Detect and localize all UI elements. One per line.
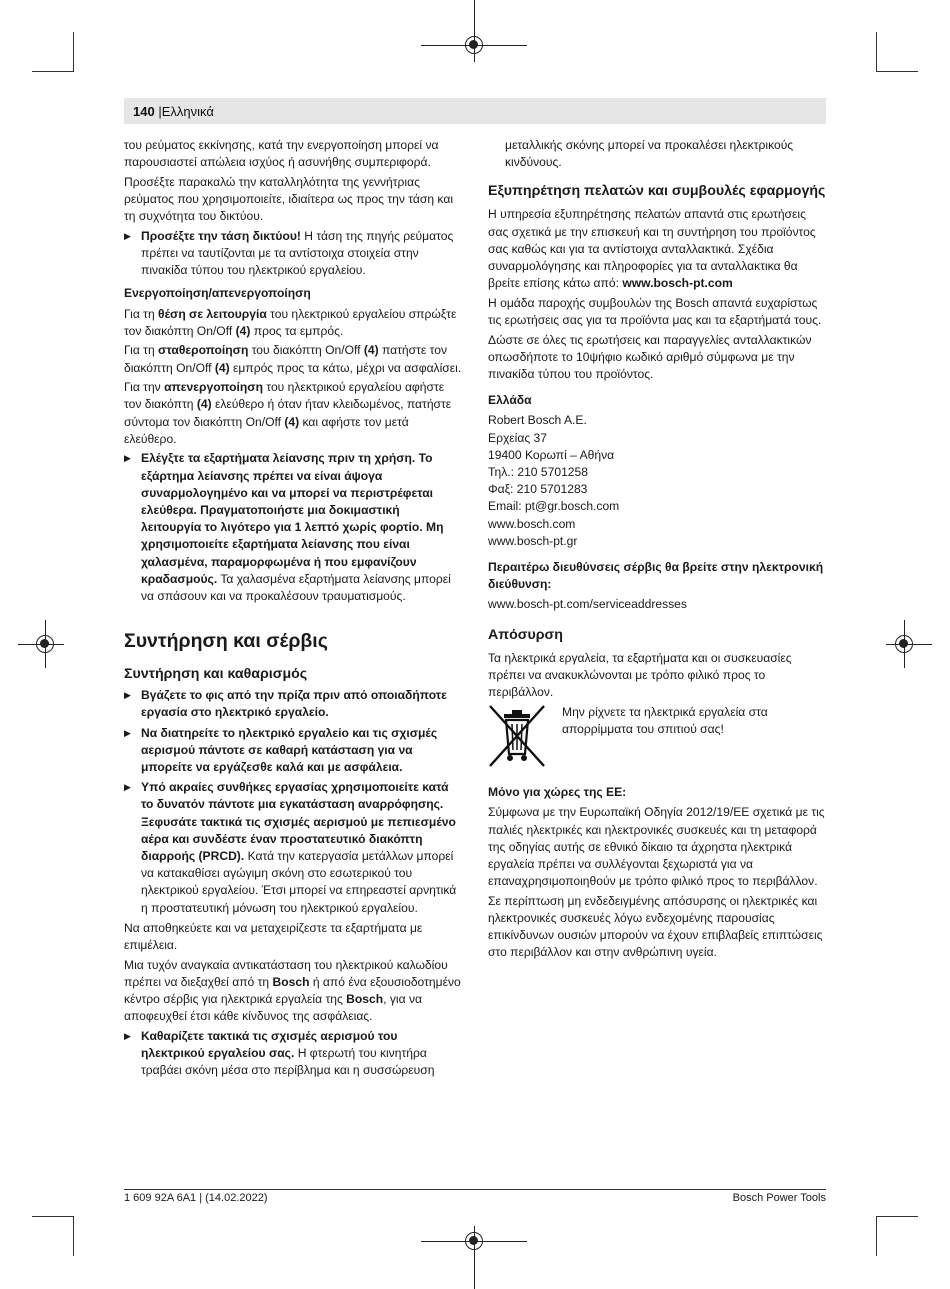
paragraph: μεταλλικής σκόνης μπορεί να προκαλέσει ηλεκτρικούς κινδύνους. bbox=[505, 138, 794, 170]
section-title-service: Συντήρηση και σέρβις bbox=[124, 630, 328, 653]
crop-mark bbox=[32, 1216, 74, 1217]
paragraph: Για τη θέση σε λειτουργία του ηλεκτρικού εργαλείου σπρώξτε τον διακόπτη On/Off (4) προς τα εμπρός. bbox=[124, 306, 457, 338]
crop-mark bbox=[73, 32, 74, 72]
bullet-bold-text: Υπό ακραίες συνθήκες εργασίας χρησιμοποιείτε κατά το δυνατόν πάντοτε μια εγκατάσταση αναρρόφησης. Ξεφυσάτε τακτικά τις σχισμές αερισμού με πεπιεσμένο αέρα και συνδέστε έναν προστατευτικό διακόπτη διαρροής (PRCD). bbox=[141, 780, 456, 864]
subsection-heading-cleaning: Συντήρηση και καθαρισμός bbox=[124, 666, 308, 683]
address-line: Robert Bosch A.E. bbox=[488, 413, 587, 428]
left-column bbox=[124, 137, 462, 1082]
footer-divider bbox=[124, 1189, 826, 1190]
paragraph: Για τη σταθεροποίηση του διακόπτη On/Off (4) πατήστε τον διακόπτη On/Off (4) εμπρός προς τα κάτω, μέχρι να ασφαλίσει. bbox=[124, 343, 462, 375]
bullet-bold-text: Βγάζετε το φις από την πρίζα πριν από οποιαδήποτε εργασία στο ηλεκτρικό εργαλείο. bbox=[141, 688, 447, 720]
more-addresses-heading: Περαιτέρω διευθύνσεις σέρβις θα βρείτε στην ηλεκτρονική διεύθυνση: bbox=[488, 560, 824, 592]
country-heading: Ελλάδα bbox=[488, 393, 532, 408]
bullet-item bbox=[124, 687, 462, 721]
weee-text: Μην ρίχνετε τα ηλεκτρικά εργαλεία στα απορρίμματα του σπιτιού σας! bbox=[562, 705, 768, 737]
header-language: Ελληνικά bbox=[161, 104, 214, 119]
bullet-bold-text: Καθαρίζετε τακτικά τις σχισμές αερισμού του ηλεκτρικού εργαλείου σας. bbox=[141, 1028, 398, 1061]
crop-mark bbox=[73, 1216, 74, 1256]
crossed-bin-icon bbox=[488, 704, 548, 768]
crop-mark bbox=[876, 1216, 918, 1217]
bullet-bold-text: Ελέγξτε τα εξαρτήματα λείανσης πριν τη χρήση. Το εξάρτημα λείανσης πρέπει να είναι άψογα συναρμολογημένο και να μπορεί να περιστρέφεται ελεύθερα. Πραγματοποιήστε μια δοκιμαστική λειτουργία το λιγότερο για 1 λεπτό χωρίς φορτίο. Μη χρησιμοποιείτε εξαρτήματα λείανσης που είναι χαλασμένα, παραμορφωμένα ή που εμφανίζουν κραδασμούς. bbox=[141, 451, 444, 586]
address-line: www.bosch-pt.gr bbox=[488, 533, 578, 548]
address-line: Φαξ: 210 5701283 bbox=[488, 482, 588, 497]
crop-mark bbox=[32, 71, 74, 72]
address-line: 19400 Κορωπί – Αθήνα bbox=[488, 447, 615, 462]
address-line: Τηλ.: 210 5701258 bbox=[488, 465, 588, 480]
page-header bbox=[133, 104, 214, 119]
crop-mark bbox=[876, 32, 877, 72]
address-line: www.bosch.com bbox=[488, 516, 576, 531]
header-separator: | bbox=[158, 104, 162, 119]
bullet-item bbox=[124, 228, 462, 280]
bullet-text: Η φτερωτή του κινητήρα τραβάει σκόνη μέσα στο περίβλημα και η συσσώρευση bbox=[141, 1046, 435, 1078]
section-heading-disposal: Απόσυρση bbox=[488, 626, 563, 643]
section-heading-customer-service: Εξυπηρέτηση πελατών και συμβουλές εφαρμογής bbox=[488, 183, 826, 200]
paragraph: Η ομάδα παροχής συμβουλών της Bosch απαντά ευχαρίστως τις ερωτήσεις σας για τα προϊόντα μας και τα εξαρτήματά τους. bbox=[488, 295, 822, 328]
paragraph: Μια τυχόν αναγκαία αντικατάσταση του ηλεκτρικού καλωδίου πρέπει να διεξαχθεί από τη Bosch ή από ένα εξουσιοδοτημένο κέντρο σέρβις για ηλεκτρικά εργαλεία της Bosch, για να αποφευχθεί έτσι κάθε κίνδυνος της ασφάλειας. bbox=[124, 957, 461, 1024]
bullet-item bbox=[124, 779, 462, 917]
paragraph: Να αποθηκεύετε και να μεταχειρίζεστε τα εξαρτήματα με επιμέλεια. bbox=[124, 920, 423, 953]
paragraph: Σύμφωνα με την Ευρωπαϊκή Οδηγία 2012/19/ΕΕ σχετικά με τις παλιές ηλεκτρικές και ηλεκτρονικές συσκευές και τη μεταφορά της οδηγίας αυτής σε εθνικό δίκαιο τα άχρηστα ηλεκτρικά εργαλεία πρέπει να συλλέγονται ξεχωριστά για να επαναχρησιμοποιηθούν με τρόπο φιλικό προς το περιβάλλον. bbox=[488, 805, 825, 889]
weee-notice bbox=[488, 704, 826, 768]
right-column bbox=[488, 137, 826, 964]
paragraph: Τα ηλεκτρικά εργαλεία, τα εξαρτήματα και οι συσκευασίες πρέπει να ανακυκλώνονται με τρόπο φιλικό προς το περιβάλλον. bbox=[488, 650, 792, 700]
bosch-pt-link[interactable]: www.bosch-pt.com bbox=[622, 276, 733, 291]
footer-brand: Bosch Power Tools bbox=[732, 1192, 826, 1204]
paragraph: Προσέξτε παρακαλώ την καταλληλότητα της γεννήτριας ρεύματος που χρησιμοποιείτε, ιδιαίτερα ως προς την τάση και τη συχνότητα του δικτύου. bbox=[124, 174, 454, 224]
page-number: 140 bbox=[133, 104, 155, 119]
eu-heading: Μόνο για χώρες της ΕΕ: bbox=[488, 785, 627, 800]
paragraph: Για την απενεργοποίηση του ηλεκτρικού εργαλείου αφήστε τον διακόπτη (4) ελεύθερο ή όταν ήταν κλειδωμένος, πατήστε σύντομα τον διακόπτη On/Off (4) και αφήστε τον μετά ελεύθερο. bbox=[124, 380, 452, 446]
bullet-bold-text: Προσέξτε την τάση δικτύου! bbox=[141, 228, 301, 243]
bullet-item bbox=[124, 725, 462, 777]
bullet-item bbox=[124, 1028, 462, 1080]
bullet-item bbox=[124, 450, 462, 605]
bullet-text: Η τάση της πηγής ρεύματος πρέπει να ταυτίζονται με τα αντίστοιχα στοιχεία στην πινακίδα τύπου του ηλεκτρικού εργαλείου. bbox=[141, 228, 454, 278]
service-addresses-link[interactable]: www.bosch-pt.com/serviceaddresses bbox=[488, 597, 687, 612]
footer-doc-id: 1 609 92A 6A1 | (14.02.2022) bbox=[124, 1192, 268, 1204]
paragraph: Δώστε σε όλες τις ερωτήσεις και παραγγελίες ανταλλακτικών οπωσδήποτε το 10ψήφιο κωδικό αριθμό σύμφωνα με την πινακίδα τύπου του προϊόντος. bbox=[488, 332, 812, 382]
address-line: Email: pt@gr.bosch.com bbox=[488, 499, 620, 514]
bullet-text: Τα χαλασμένα εξαρτήματα λείανσης μπορεί να σπάσουν και να προκαλέσουν τραυματισμούς. bbox=[141, 571, 451, 604]
section-heading-onoff: Ενεργοποίηση/απενεργοποίηση bbox=[124, 286, 311, 301]
crop-mark bbox=[876, 1216, 877, 1256]
header-bar bbox=[124, 98, 826, 124]
crop-mark bbox=[876, 71, 918, 72]
paragraph: Σε περίπτωση μη ενδεδειγμένης απόσυρσης οι ηλεκτρικές και ηλεκτρονικές συσκευές λόγω ενδεχομένης παρουσίας επικίνδυνων ουσιών μπορούν να έχουν επιβλαβείς επιπτώσεις στο περιβάλλον και στην ανθρώπινη υγεία. bbox=[488, 893, 823, 960]
bullet-text: Κατά την κατεργασία μετάλλων μπορεί να κατακαθίσει αγώγιμη σκόνη στο εσωτερικού του ηλεκτρικού εργαλείου. Έτσι μπορεί να επηρεαστεί αρνητικά η προστατευτική μόνωση του ηλεκτρικού εργαλείου. bbox=[141, 849, 457, 915]
bullet-bold-text: Να διατηρείτε το ηλεκτρικό εργαλείο και τις σχισμές αερισμού πάντοτε σε καθαρή κατάσταση για να μπορείτε να εργάζεσθε καλά και με ασφάλεια. bbox=[141, 725, 438, 775]
address-line: Ερχείας 37 bbox=[488, 430, 548, 445]
address-block bbox=[488, 412, 826, 550]
paragraph: του ρεύματος εκκίνησης, κατά την ενεργοποίηση μπορεί να παρουσιαστεί απώλεια ισχύος ή ασυνήθης συμπεριφορά. bbox=[124, 138, 439, 170]
paragraph: Η υπηρεσία εξυπηρέτησης πελατών απαντά στις ερωτήσεις σας σχετικά με την επισκευή και τη συντήρηση του προϊόντος σας καθώς και για τα αντίστοιχα ανταλλακτικά. Σχέδια συναρμολόγησης και πληροφορίες για τα ανταλλακτικα θα βρείτε επίσης κάτω από: www.bosch-pt.com bbox=[488, 207, 816, 291]
